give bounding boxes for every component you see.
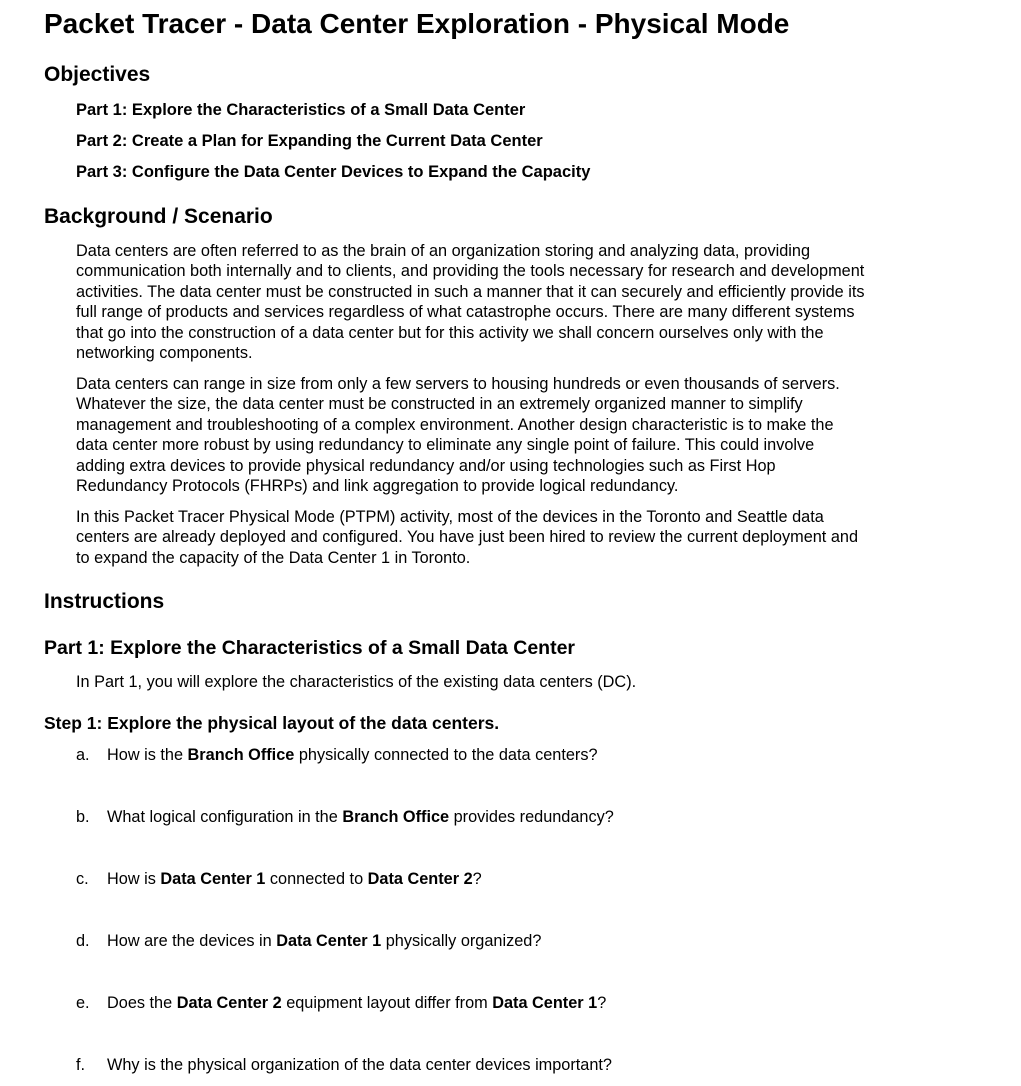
question-letter: a. bbox=[76, 746, 90, 764]
question-emphasis: Branch Office bbox=[187, 746, 295, 764]
question-item bbox=[76, 746, 598, 765]
question-text: connected to bbox=[265, 870, 368, 888]
paragraph-line: to expand the capacity of the Data Center 1 in Toronto. bbox=[76, 548, 471, 567]
paragraph-line: networking components. bbox=[76, 344, 253, 363]
objective-item: Part 1: Explore the Characteristics of a Small Data Center bbox=[76, 101, 526, 119]
background-heading: Background / Scenario bbox=[44, 205, 273, 228]
paragraph-line: communication both internally and to clients, and providing the tools necessary for research and development bbox=[76, 262, 865, 281]
question-letter: b. bbox=[76, 808, 90, 826]
paragraph-line: centers are already deployed and configured. You have just been hired to review the current deployment and bbox=[76, 528, 859, 547]
background-paragraph-3 bbox=[76, 507, 956, 568]
question-text: ? bbox=[597, 994, 607, 1012]
question-text: ? bbox=[472, 870, 482, 888]
background-paragraph-1 bbox=[76, 241, 956, 363]
paragraph-line: management and troubleshooting of a complex environment. Another design characteristic is to make the bbox=[76, 415, 834, 434]
step1-heading: Step 1: Explore the physical layout of the data centers. bbox=[44, 713, 500, 733]
paragraph-line: full range of products and services regardless of what catastrophe occurs. There are many different systems bbox=[76, 303, 855, 322]
paragraph-line: activities. The data center must be constructed in such a manner that it can securely and efficiently provide its bbox=[76, 282, 865, 301]
paragraph-line: Data centers are often referred to as the brain of an organization storing and analyzing data, providing bbox=[76, 242, 811, 260]
question-letter: d. bbox=[76, 932, 90, 950]
objectives-heading: Objectives bbox=[44, 63, 151, 86]
question-emphasis: Branch Office bbox=[342, 808, 450, 826]
question-emphasis: Data Center 1 bbox=[492, 994, 598, 1012]
background-paragraph-2 bbox=[76, 374, 956, 496]
objective-item: Part 2: Create a Plan for Expanding the Current Data Center bbox=[76, 132, 543, 150]
question-letter: e. bbox=[76, 994, 90, 1012]
question-text: equipment layout differ from bbox=[281, 994, 493, 1012]
paragraph-line: Whatever the size, the data center must be constructed in an extremely organized manner to simplify bbox=[76, 395, 803, 414]
part1-heading: Part 1: Explore the Characteristics of a Small Data Center bbox=[44, 637, 576, 659]
question-item bbox=[76, 932, 541, 951]
question-emphasis: Data Center 2 bbox=[176, 994, 282, 1012]
question-letter: c. bbox=[76, 870, 89, 888]
question-text: How are the devices in bbox=[107, 932, 277, 950]
paragraph-line: In this Packet Tracer Physical Mode (PTPM) activity, most of the devices in the Toronto and Seattle data bbox=[76, 508, 824, 526]
paragraph-line: data center more robust by using redundancy to eliminate any single point of failure. This could involve bbox=[76, 436, 815, 455]
question-text: How is the bbox=[107, 746, 188, 764]
question-emphasis: Data Center 2 bbox=[367, 870, 473, 888]
question-emphasis: Data Center 1 bbox=[160, 870, 266, 888]
paragraph-line: that go into the construction of a data center but for this activity we shall concern ourselves only with the bbox=[76, 323, 824, 342]
question-item bbox=[76, 808, 614, 827]
question-item bbox=[76, 870, 482, 889]
question-text: What logical configuration in the bbox=[107, 808, 343, 826]
instructions-heading: Instructions bbox=[44, 590, 165, 613]
paragraph-line: adding extra devices to provide physical redundancy and/or using technologies such as First Hop bbox=[76, 456, 776, 475]
part1-intro: In Part 1, you will explore the characteristics of the existing data centers (DC). bbox=[76, 673, 637, 691]
paragraph-line: Redundancy Protocols (FHRPs) and link aggregation to provide logical redundancy. bbox=[76, 477, 679, 496]
question-text: physically organized? bbox=[381, 932, 542, 950]
question-text: physically connected to the data centers? bbox=[294, 746, 598, 764]
question-text: How is bbox=[107, 870, 161, 888]
question-item bbox=[76, 1056, 612, 1075]
question-item bbox=[76, 994, 606, 1013]
question-emphasis: Data Center 1 bbox=[276, 932, 382, 950]
question-text: Why is the physical organization of the data center devices important? bbox=[107, 1056, 612, 1074]
question-letter: f. bbox=[76, 1056, 86, 1074]
objective-item: Part 3: Configure the Data Center Devices to Expand the Capacity bbox=[76, 163, 591, 181]
question-text: provides redundancy? bbox=[449, 808, 614, 826]
document-title: Packet Tracer - Data Center Exploration - Physical Mode bbox=[44, 8, 790, 39]
question-text: Does the bbox=[107, 994, 177, 1012]
paragraph-line: Data centers can range in size from only a few servers to housing hundreds or even thousands of servers. bbox=[76, 375, 840, 393]
